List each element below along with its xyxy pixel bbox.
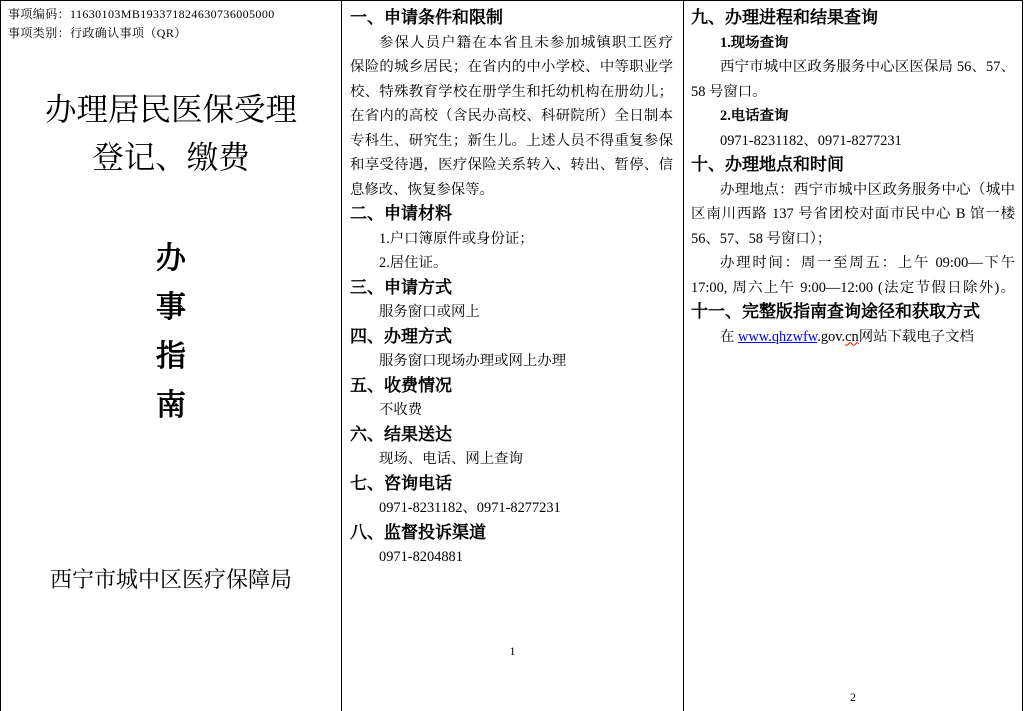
document-title <box>1 86 341 182</box>
section-heading: 一、申请条件和限制 <box>350 8 503 27</box>
paragraph-line: 息修改、恢复参保等。 <box>350 181 494 198</box>
guide-panel-2 <box>684 1 1022 711</box>
section-heading: 三、申请方式 <box>350 277 452 297</box>
section-heading: 四、办理方式 <box>350 326 452 346</box>
list-item: 2.居住证。 <box>379 255 448 271</box>
download-suffix: 网站下载电子文档 <box>858 328 974 345</box>
vertical-guide-title <box>1 234 341 430</box>
section-full-guide-access <box>691 300 1015 349</box>
website-link[interactable]: www.qhzwfw <box>738 328 818 345</box>
section-handling-method <box>350 325 673 374</box>
website-domain-middle: .gov. <box>817 328 846 345</box>
website-domain-tail: cn <box>845 328 859 345</box>
item-code: 事项编码：11630103MB193371824630736005000 <box>8 7 275 21</box>
right-border <box>1022 0 1023 711</box>
paragraph-line: 参保人员户籍在本省且未参加城镇职工医疗 <box>379 34 673 51</box>
download-instruction <box>691 325 1015 350</box>
subsection-label: 2.电话查询 <box>720 108 789 124</box>
paragraph-line: 区南川西路 137 号省团校对面市民中心 B 馆一楼 <box>691 206 1015 222</box>
section-heading: 十一、完整版指南查询途径和获取方式 <box>691 302 980 321</box>
paragraph-line: 56、57、58 号窗口）； <box>691 230 832 247</box>
paragraph-line: 58 号窗口。 <box>691 83 767 100</box>
vertical-title-char: 办 <box>156 242 186 275</box>
paragraph-line: 校、特殊教育学校在册学生和托幼机构在册幼儿； <box>350 83 673 100</box>
section-heading: 八、监督投诉渠道 <box>350 522 486 542</box>
issuing-agency: 西宁市城中区医疗保障局 <box>49 567 292 592</box>
section-heading: 五、收费情况 <box>350 375 452 395</box>
section-application-conditions <box>350 6 673 202</box>
section-location-and-hours <box>691 153 1015 300</box>
section-application-method <box>350 276 673 325</box>
section-heading: 七、咨询电话 <box>350 473 452 493</box>
paragraph-line: 办理时间：周一至周五：上午 09:00—下午 <box>720 255 1015 271</box>
paragraph-line: 17:00, 周六上午 9:00—12:00 (法定节假日除外)。 <box>691 279 1015 296</box>
phone-numbers: 0971-8231182、0971-8277231 <box>720 132 902 149</box>
vertical-title-char: 指 <box>156 340 186 373</box>
subsection-label: 1.现场查询 <box>720 34 789 51</box>
section-heading: 二、申请材料 <box>350 204 452 223</box>
section-heading: 六、结果送达 <box>350 424 452 444</box>
section-progress-query <box>691 6 1015 153</box>
paragraph-line: 专科生、研究生；新生儿。上述人员不得重复参保 <box>350 132 673 149</box>
section-complaint-channel <box>350 521 673 570</box>
phone-number: 0971-8204881 <box>379 549 463 565</box>
guide-panel-1 <box>342 1 683 711</box>
paragraph-line: 在省内的高校（含民办高校、科研院所）全日制本 <box>350 108 673 124</box>
section-heading: 九、办理进程和结果查询 <box>691 8 878 27</box>
paragraph-line: 和享受待遇，医疗保险关系转入、转出、暂停、信 <box>350 157 673 173</box>
paragraph-line: 保险的城乡居民；在省内的中小学校、中等职业学 <box>350 59 673 75</box>
cover-panel <box>1 1 341 711</box>
title-line-1: 办理居民医保受理 <box>44 92 297 127</box>
section-heading: 十、办理地点和时间 <box>691 155 844 174</box>
section-application-materials <box>350 202 673 276</box>
section-text: 服务窗口或网上 <box>379 304 480 320</box>
page-number: 1 <box>509 644 516 658</box>
section-inquiry-phone <box>350 472 673 521</box>
list-item: 1.户口簿原件或身份证； <box>379 230 534 247</box>
section-text: 不收费 <box>379 402 423 418</box>
paragraph-line: 办理地点：西宁市城中区政务服务中心（城中 <box>720 181 1015 198</box>
download-prefix: 在 <box>720 328 738 345</box>
section-text: 服务窗口现场办理或网上办理 <box>379 353 567 369</box>
item-category: 事项类别：行政确认事项（QR） <box>8 26 187 40</box>
phone-numbers: 0971-8231182、0971-8277231 <box>379 500 561 516</box>
page-number: 2 <box>850 690 856 704</box>
section-text: 现场、电话、网上查询 <box>379 451 523 467</box>
paragraph-line: 西宁市城中区政务服务中心区医保局 56、57、 <box>720 59 1015 75</box>
section-fees <box>350 374 673 423</box>
section-result-delivery <box>350 423 673 472</box>
title-line-2: 登记、缴费 <box>92 140 250 175</box>
vertical-title-char: 事 <box>156 291 186 324</box>
vertical-title-char: 南 <box>156 389 186 422</box>
